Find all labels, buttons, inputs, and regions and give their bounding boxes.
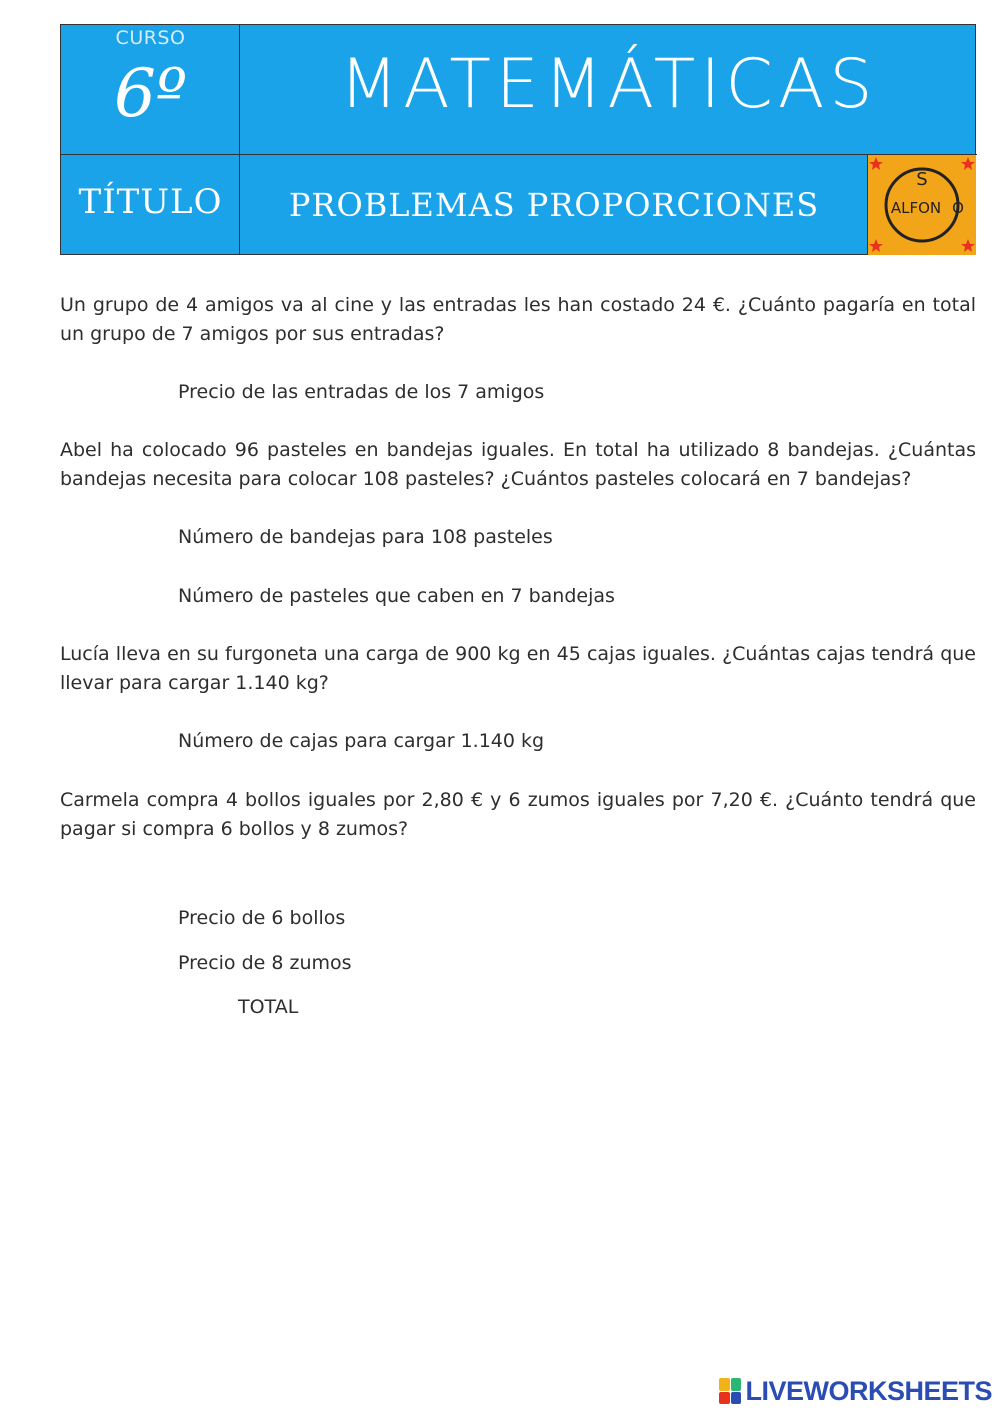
worksheet-header bbox=[60, 24, 976, 255]
liveworksheets-logo-icon bbox=[719, 1378, 741, 1404]
problem-2-answer-label-1: Número de bandejas para 108 pasteles bbox=[178, 526, 553, 548]
problem-4-total-label: TOTAL bbox=[238, 996, 299, 1018]
svg-text:O: O bbox=[952, 199, 964, 217]
title-label: TÍTULO bbox=[78, 182, 223, 222]
problem-3-text: Lucía lleva en su furgoneta una carga de 900 kg en 45 cajas iguales. ¿Cuántas cajas tendrá que llevar para cargar 1.140 kg? bbox=[60, 643, 976, 694]
school-logo bbox=[868, 155, 976, 255]
svg-text:ALFON: ALFON bbox=[890, 199, 942, 217]
course-label: CURSO bbox=[115, 27, 186, 49]
problem-1-answer-label: Precio de las entradas de los 7 amigos bbox=[178, 381, 545, 403]
problem-4-text: Carmela compra 4 bollos iguales por 2,80 € y 6 zumos iguales por 7,20 €. ¿Cuánto tendrá que pagar si compra 6 bollos y 8 zumos? bbox=[60, 789, 976, 840]
course-value: 6º bbox=[113, 55, 188, 132]
liveworksheets-brand: LIVEWORKSHEETS bbox=[745, 1375, 992, 1406]
svg-text:S: S bbox=[916, 169, 928, 190]
subject-title: MATEMÁTICAS bbox=[339, 45, 878, 124]
title-label-cell bbox=[61, 155, 240, 255]
problem-2-answer-label-2: Número de pasteles que caben en 7 bandejas bbox=[178, 585, 615, 607]
liveworksheets-footer bbox=[719, 1376, 992, 1406]
problem-4-answer-label-1: Precio de 6 bollos bbox=[178, 907, 346, 929]
worksheet-title: PROBLEMAS PROPORCIONES bbox=[288, 186, 820, 224]
problem-4-answer-label-2: Precio de 8 zumos bbox=[178, 952, 352, 974]
title-value-cell bbox=[240, 155, 868, 255]
problem-3-answer-label: Número de cajas para cargar 1.140 kg bbox=[178, 730, 545, 752]
problem-1-text: Un grupo de 4 amigos va al cine y las entradas les han costado 24 €. ¿Cuánto pagaría en total un grupo de 7 amigos por sus entradas? bbox=[60, 294, 976, 345]
problem-2-text: Abel ha colocado 96 pasteles en bandejas iguales. En total ha utilizado 8 bandejas. ¿Cuántas bandejas necesita para colocar 108 pasteles? ¿Cuántos pasteles colocará en 7 bandejas? bbox=[60, 439, 976, 490]
school-logo-icon bbox=[868, 155, 976, 255]
subject-cell bbox=[240, 25, 977, 155]
course-cell bbox=[61, 25, 240, 155]
